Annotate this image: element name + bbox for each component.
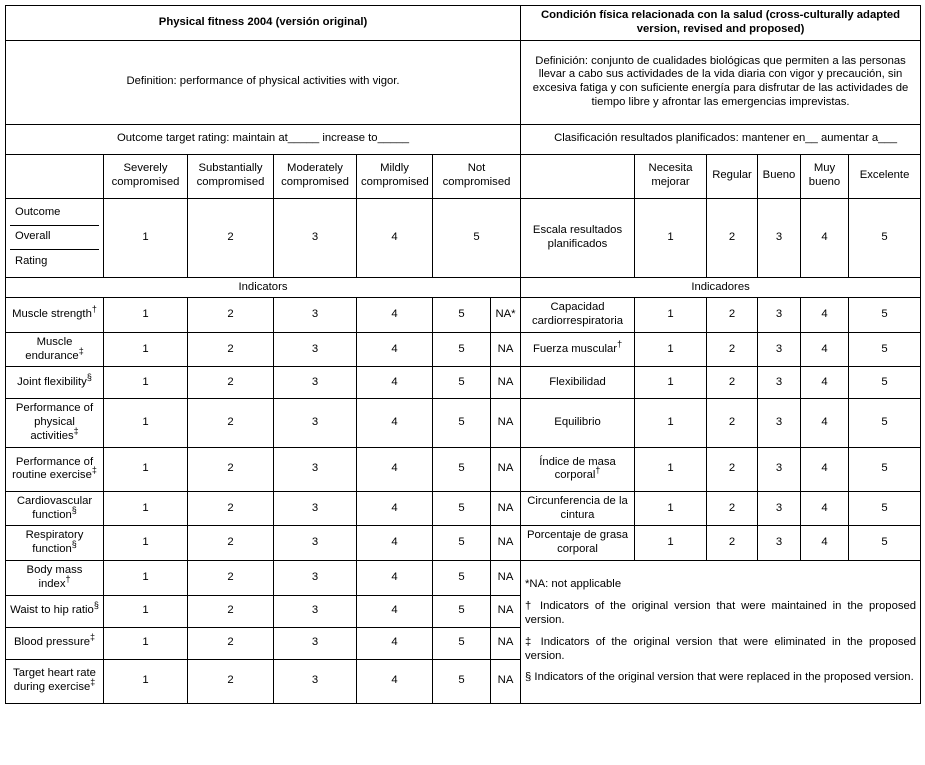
left-indicator-11-value-1: 1 <box>104 659 188 703</box>
left-indicator-3-value-2: 2 <box>188 367 274 399</box>
right-indicator-7-value-1: 1 <box>635 526 707 561</box>
right-indicator-5-value-3: 3 <box>758 447 801 491</box>
right-indicator-label-4 <box>521 399 635 447</box>
right-indicator-2-value-2: 2 <box>707 332 758 367</box>
left-section-label: Indicators <box>6 277 521 298</box>
left-indicator-6-value-4: 4 <box>357 491 433 526</box>
left-col-header-not-compromised: Not compromised <box>433 154 521 198</box>
table-row <box>6 298 921 333</box>
footnote-marker: § <box>71 504 77 515</box>
left-indicator-4-value-2: 2 <box>188 399 274 447</box>
left-col-header-moderately-compromised: Moderately compromised <box>274 154 357 198</box>
indicator-label-text: Fuerza muscular <box>532 342 618 355</box>
left-target-rating: Outcome target rating: maintain at_____ increase to_____ <box>6 124 521 154</box>
left-indicator-6-value-5: 5 <box>433 491 491 526</box>
left-indicator-label-2 <box>6 332 104 367</box>
left-indicator-3-value-5: 5 <box>433 367 491 399</box>
left-outcome-label-line-3: Rating <box>15 254 48 267</box>
right-indicator-2-value-5: 5 <box>849 332 921 367</box>
right-indicator-6-value-3: 3 <box>758 491 801 526</box>
footnote-marker: ‡ <box>89 632 95 643</box>
indicator-label-text: Porcentaje de grasa corporal <box>526 529 629 556</box>
right-indicator-1-value-4: 4 <box>801 298 849 333</box>
left-outcome-label-stack <box>6 198 104 277</box>
left-definition: Definition: performance of physical activities with vigor. <box>6 40 521 124</box>
target-rating-row <box>6 124 921 154</box>
left-indicator-10-value-2: 2 <box>188 627 274 659</box>
indicator-label-text: Blood pressure <box>14 636 90 649</box>
indicator-label-text: Capacidad cardiorrespiratoria <box>531 301 624 328</box>
fitness-comparison-table <box>5 5 921 704</box>
left-outcome-label-line-2: Overall <box>10 226 99 250</box>
left-outcome-value-1: 1 <box>104 198 188 277</box>
right-indicator-6-value-5: 5 <box>849 491 921 526</box>
left-indicator-6-na: NA <box>491 491 521 526</box>
right-indicator-1-value-2: 2 <box>707 298 758 333</box>
right-indicator-2-value-1: 1 <box>635 332 707 367</box>
right-indicator-3-value-4: 4 <box>801 367 849 399</box>
right-indicator-4-value-3: 3 <box>758 399 801 447</box>
indicator-label-text: Cardiovascular function <box>16 494 93 521</box>
right-indicator-label-7 <box>521 526 635 561</box>
right-outcome-label: Escala resultados planificados <box>521 198 635 277</box>
left-outcome-value-5: 5 <box>433 198 521 277</box>
left-indicator-7-value-2: 2 <box>188 526 274 561</box>
left-indicator-8-value-3: 3 <box>274 560 357 595</box>
left-indicator-8-value-2: 2 <box>188 560 274 595</box>
right-indicator-label-2 <box>521 332 635 367</box>
footnote-marker: ‡ <box>91 465 97 476</box>
right-indicator-6-value-2: 2 <box>707 491 758 526</box>
indicator-label-text: Circunferencia de la cintura <box>527 494 628 521</box>
left-panel-title: Physical fitness 2004 (versión original) <box>6 6 521 41</box>
left-indicator-7-value-5: 5 <box>433 526 491 561</box>
left-indicator-label-11 <box>6 659 104 703</box>
right-section-label: Indicadores <box>521 277 921 298</box>
left-indicator-4-na: NA <box>491 399 521 447</box>
footnote-marker: † <box>595 465 601 476</box>
right-indicator-1-value-1: 1 <box>635 298 707 333</box>
left-col-header-blank <box>6 154 104 198</box>
left-indicator-1-value-2: 2 <box>188 298 274 333</box>
left-indicator-label-9 <box>6 595 104 627</box>
right-indicator-6-value-1: 1 <box>635 491 707 526</box>
right-indicator-label-3 <box>521 367 635 399</box>
right-indicator-label-5 <box>521 447 635 491</box>
left-indicator-label-5 <box>6 447 104 491</box>
left-indicator-2-value-3: 3 <box>274 332 357 367</box>
column-header-row <box>6 154 921 198</box>
right-indicator-7-value-2: 2 <box>707 526 758 561</box>
left-indicator-2-value-1: 1 <box>104 332 188 367</box>
left-indicator-5-value-5: 5 <box>433 447 491 491</box>
left-indicator-7-value-3: 3 <box>274 526 357 561</box>
footnote-4: § Indicators of the original version that were replaced in the proposed version. <box>525 671 914 684</box>
right-indicator-3-value-3: 3 <box>758 367 801 399</box>
right-col-header-bueno: Bueno <box>758 154 801 198</box>
right-indicator-7-value-4: 4 <box>801 526 849 561</box>
right-indicator-4-value-1: 1 <box>635 399 707 447</box>
left-indicator-4-value-5: 5 <box>433 399 491 447</box>
right-indicator-4-value-4: 4 <box>801 399 849 447</box>
left-indicator-5-value-3: 3 <box>274 447 357 491</box>
panel-title-row <box>6 6 921 41</box>
left-outcome-value-4: 4 <box>357 198 433 277</box>
table-row <box>6 332 921 367</box>
left-indicator-5-value-1: 1 <box>104 447 188 491</box>
indicator-label-text: Muscle endurance <box>25 335 79 362</box>
indicator-tail-body <box>6 560 921 703</box>
indicator-label-text: Muscle strength <box>12 308 92 321</box>
indicator-label-text: Performance of routine exercise <box>12 455 94 482</box>
indicator-label-text: Flexibilidad <box>549 376 606 389</box>
right-indicator-5-value-4: 4 <box>801 447 849 491</box>
right-indicator-2-value-4: 4 <box>801 332 849 367</box>
left-indicator-7-value-4: 4 <box>357 526 433 561</box>
indicator-label-text: Joint flexibility <box>17 376 87 389</box>
left-indicator-8-na: NA <box>491 560 521 595</box>
right-indicator-6-value-4: 4 <box>801 491 849 526</box>
indicator-label-text: Respiratory function <box>25 529 84 556</box>
right-indicator-label-6 <box>521 491 635 526</box>
left-indicator-label-8 <box>6 560 104 595</box>
left-indicator-2-value-4: 4 <box>357 332 433 367</box>
footnote-marker: ‡ <box>90 677 96 688</box>
left-indicator-11-value-3: 3 <box>274 659 357 703</box>
left-indicator-2-value-5: 5 <box>433 332 491 367</box>
left-indicator-label-3 <box>6 367 104 399</box>
footnote-3: ‡ Indicators of the original version that were eliminated in the proposed version. <box>525 635 917 662</box>
footnote-2: † Indicators of the original version that were maintained in the proposed version. <box>525 600 917 626</box>
left-indicator-9-value-4: 4 <box>357 595 433 627</box>
footnotes-cell <box>521 560 921 703</box>
left-indicator-10-value-4: 4 <box>357 627 433 659</box>
footnote-marker: ‡ <box>73 426 79 437</box>
right-indicator-label-1 <box>521 298 635 333</box>
left-indicator-5-value-4: 4 <box>357 447 433 491</box>
outcome-overall-rating-row <box>6 198 921 277</box>
left-indicator-4-value-4: 4 <box>357 399 433 447</box>
left-indicator-6-value-2: 2 <box>188 491 274 526</box>
right-outcome-value-4: 4 <box>801 198 849 277</box>
left-indicator-11-value-5: 5 <box>433 659 491 703</box>
right-definition: Definición: conjunto de cualidades biológicas que permiten a las personas llevar a cabo sus actividades de la vida diaria con vigor y precaución, sin excesiva fatiga y con suficiente energía para disfrutar de las actividades de tiempo libre y afrontar las emergencias imprevistas. <box>521 40 921 124</box>
footnote-marker: ‡ <box>78 345 84 356</box>
indicator-label-text: Waist to hip ratio <box>10 604 94 617</box>
indicator-label-text: Índice de masa corporal <box>539 455 616 482</box>
comparison-table-sheet <box>5 5 920 758</box>
right-indicator-3-value-1: 1 <box>635 367 707 399</box>
left-indicator-11-na: NA <box>491 659 521 703</box>
left-indicator-label-10 <box>6 627 104 659</box>
left-indicator-label-4 <box>6 399 104 447</box>
left-indicator-9-value-2: 2 <box>188 595 274 627</box>
table-row <box>6 399 921 447</box>
right-col-header-muy-bueno: Muy bueno <box>801 154 849 198</box>
indicators-section-row <box>6 277 921 298</box>
left-indicator-8-value-4: 4 <box>357 560 433 595</box>
right-col-header-blank <box>521 154 635 198</box>
left-indicator-6-value-1: 1 <box>104 491 188 526</box>
left-indicator-4-value-3: 3 <box>274 399 357 447</box>
right-indicator-5-value-2: 2 <box>707 447 758 491</box>
left-indicator-5-na: NA <box>491 447 521 491</box>
right-indicator-2-value-3: 3 <box>758 332 801 367</box>
left-indicator-10-value-5: 5 <box>433 627 491 659</box>
table-row <box>6 560 921 595</box>
footnote-marker: § <box>93 600 99 611</box>
right-target-rating: Clasificación resultados planificados: mantener en__ aumentar a___ <box>521 124 921 154</box>
right-outcome-value-2: 2 <box>707 198 758 277</box>
table-row <box>6 367 921 399</box>
left-outcome-value-3: 3 <box>274 198 357 277</box>
left-indicator-4-value-1: 1 <box>104 399 188 447</box>
left-indicator-3-na: NA <box>491 367 521 399</box>
left-indicator-1-value-4: 4 <box>357 298 433 333</box>
footnote-marker: † <box>65 573 71 584</box>
left-indicator-1-value-1: 1 <box>104 298 188 333</box>
left-indicator-7-na: NA <box>491 526 521 561</box>
right-indicator-7-value-3: 3 <box>758 526 801 561</box>
indicator-rows-body <box>6 298 921 561</box>
indicator-label-text: Performance of physical activities <box>15 402 94 443</box>
left-indicator-9-na: NA <box>491 595 521 627</box>
left-indicator-11-value-4: 4 <box>357 659 433 703</box>
left-indicator-10-value-1: 1 <box>104 627 188 659</box>
left-indicator-1-value-3: 3 <box>274 298 357 333</box>
left-indicator-9-value-1: 1 <box>104 595 188 627</box>
left-indicator-9-value-3: 3 <box>274 595 357 627</box>
left-indicator-10-value-3: 3 <box>274 627 357 659</box>
right-indicator-1-value-5: 5 <box>849 298 921 333</box>
left-indicator-8-value-5: 5 <box>433 560 491 595</box>
left-indicator-5-value-2: 2 <box>188 447 274 491</box>
right-col-header-excelente: Excelente <box>849 154 921 198</box>
footnote-marker: § <box>71 539 77 550</box>
right-indicator-3-value-2: 2 <box>707 367 758 399</box>
left-indicator-7-value-1: 1 <box>104 526 188 561</box>
indicator-label-text: Target heart rate during exercise <box>13 667 96 693</box>
left-indicator-label-7 <box>6 526 104 561</box>
table-row <box>6 447 921 491</box>
right-indicator-1-value-3: 3 <box>758 298 801 333</box>
indicator-label-text: Equilibrio <box>554 416 601 429</box>
right-indicator-7-value-5: 5 <box>849 526 921 561</box>
footnote-marker: † <box>617 339 623 350</box>
table-row <box>6 526 921 561</box>
left-indicator-label-1 <box>6 298 104 333</box>
left-indicator-8-value-1: 1 <box>104 560 188 595</box>
left-outcome-value-2: 2 <box>188 198 274 277</box>
left-indicator-11-value-2: 2 <box>188 659 274 703</box>
left-indicator-1-value-5: 5 <box>433 298 491 333</box>
left-indicator-2-na: NA <box>491 332 521 367</box>
right-indicator-4-value-5: 5 <box>849 399 921 447</box>
right-indicator-3-value-5: 5 <box>849 367 921 399</box>
right-indicator-5-value-5: 5 <box>849 447 921 491</box>
right-indicator-5-value-1: 1 <box>635 447 707 491</box>
right-panel-title: Condición física relacionada con la salud (cross-culturally adapted version, revised and proposed) <box>521 6 921 41</box>
definition-row <box>6 40 921 124</box>
left-indicator-10-na: NA <box>491 627 521 659</box>
right-outcome-value-3: 3 <box>758 198 801 277</box>
table-row <box>6 491 921 526</box>
right-outcome-value-5: 5 <box>849 198 921 277</box>
footnote-marker: § <box>86 372 92 383</box>
left-indicator-1-na: NA* <box>491 298 521 333</box>
right-col-header-regular: Regular <box>707 154 758 198</box>
indicator-label-text: Body mass index <box>26 563 83 590</box>
left-indicator-label-6 <box>6 491 104 526</box>
right-indicator-4-value-2: 2 <box>707 399 758 447</box>
left-indicator-3-value-3: 3 <box>274 367 357 399</box>
left-col-header-substantially-compromised: Substantially compromised <box>188 154 274 198</box>
right-outcome-value-1: 1 <box>635 198 707 277</box>
right-col-header-necesita-mejorar: Necesita mejorar <box>635 154 707 198</box>
left-indicator-2-value-2: 2 <box>188 332 274 367</box>
left-col-header-severely-compromised: Severely compromised <box>104 154 188 198</box>
left-col-header-mildly-compromised: Mildly compromised <box>357 154 433 198</box>
footnote-1: *NA: not applicable <box>525 578 622 591</box>
left-indicator-3-value-1: 1 <box>104 367 188 399</box>
footnote-marker: † <box>91 304 97 315</box>
left-indicator-6-value-3: 3 <box>274 491 357 526</box>
left-indicator-9-value-5: 5 <box>433 595 491 627</box>
left-indicator-3-value-4: 4 <box>357 367 433 399</box>
left-outcome-label-line-1: Outcome <box>10 202 99 226</box>
